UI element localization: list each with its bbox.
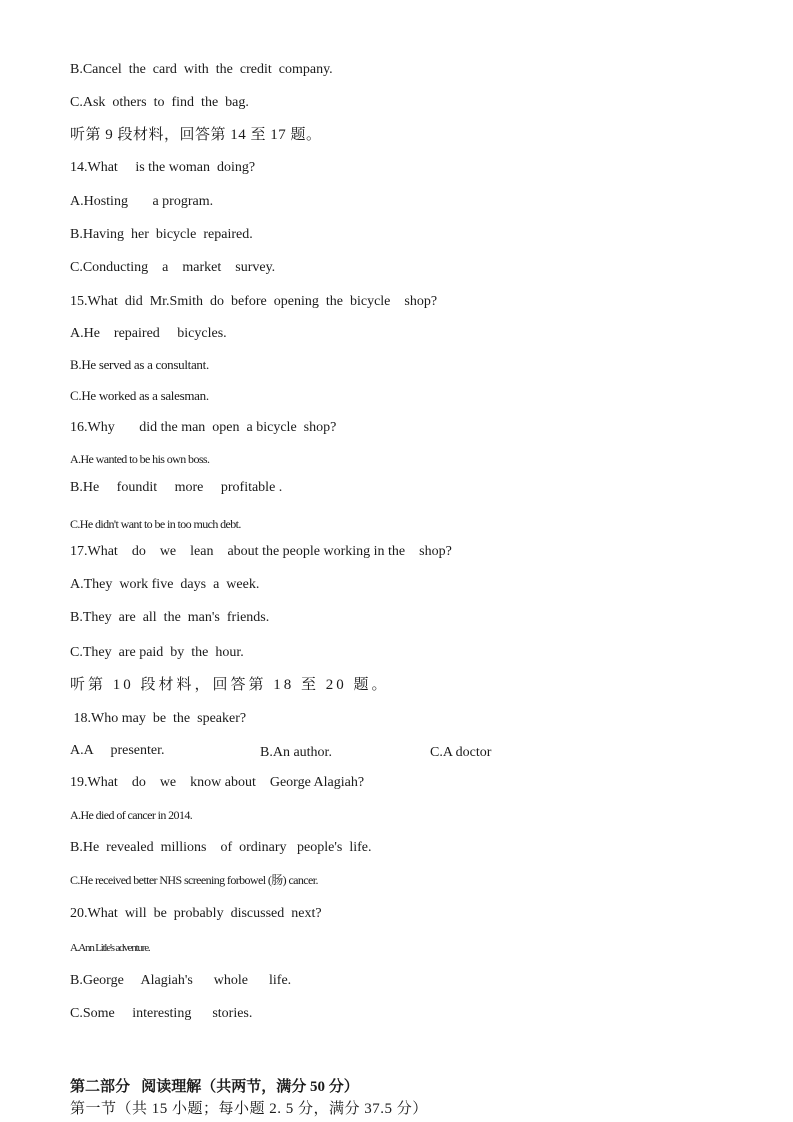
question-15: 15.What did Mr.Smith do before opening the bicycle shop? xyxy=(70,294,438,309)
q20-option-a: A.Ann Litle's adventure. xyxy=(70,942,150,954)
q18-option-c: C.A doctor xyxy=(430,745,492,760)
q13-option-c: C.Ask others to find the bag. xyxy=(70,95,249,110)
q13-option-b: B.Cancel the card with the credit company. xyxy=(70,62,333,77)
q14-option-b: B.Having her bicycle repaired. xyxy=(70,227,253,242)
section-instruction-9: 听第 9 段材料，回答第 14 至 17 题。 xyxy=(70,127,322,143)
question-19: 19.What do we know about George Alagiah? xyxy=(70,775,365,790)
q17-option-b: B.They are all the man's friends. xyxy=(70,610,270,625)
question-20: 20.What will be probably discussed next? xyxy=(70,906,322,921)
q18-option-b: B.An author. xyxy=(260,745,332,760)
q14-option-a: A.Hosting a program. xyxy=(70,194,214,209)
question-17: 17.What do we lean about the people working in the shop? xyxy=(70,544,452,559)
q19-option-c: C.He received better NHS screening forbowel (肠) cancer. xyxy=(70,873,318,887)
part-two-heading: 第二部分 阅读理解（共两节，满分 50 分） xyxy=(70,1079,359,1095)
q15-option-b: B.He served as a consultant. xyxy=(70,357,209,372)
question-14: 14.What is the woman doing? xyxy=(70,160,256,175)
q18-option-a: A.A presenter. xyxy=(70,743,165,758)
section-one-heading: 第一节（共 15 小题；每小题 2. 5 分，满分 37.5 分） xyxy=(70,1101,428,1117)
q20-option-c: C.Some interesting stories. xyxy=(70,1006,253,1021)
question-18: 18.Who may be the speaker? xyxy=(70,711,247,726)
q19-option-b: B.He revealed millions of ordinary people's life. xyxy=(70,840,372,855)
section-instruction-10: 听第 10 段材料，回答第 18 至 20 题。 xyxy=(70,677,390,693)
q16-option-b: B.He foundit more profitable . xyxy=(70,480,283,495)
q15-option-c: C.He worked as a salesman. xyxy=(70,388,209,403)
q16-option-c: C.He didn't want to be in too much debt. xyxy=(70,517,241,531)
q15-option-a: A.He repaired bicycles. xyxy=(70,326,227,341)
question-16: 16.Why did the man open a bicycle shop? xyxy=(70,420,337,435)
q17-option-a: A.They work five days a week. xyxy=(70,577,260,592)
q19-option-a: A.He died of cancer in 2014. xyxy=(70,808,193,822)
q17-option-c: C.They are paid by the hour. xyxy=(70,645,244,660)
q16-option-a: A.He wanted to be his own boss. xyxy=(70,452,210,466)
q14-option-c: C.Conducting a market survey. xyxy=(70,260,276,275)
q20-option-b: B.George Alagiah's whole life. xyxy=(70,973,292,988)
